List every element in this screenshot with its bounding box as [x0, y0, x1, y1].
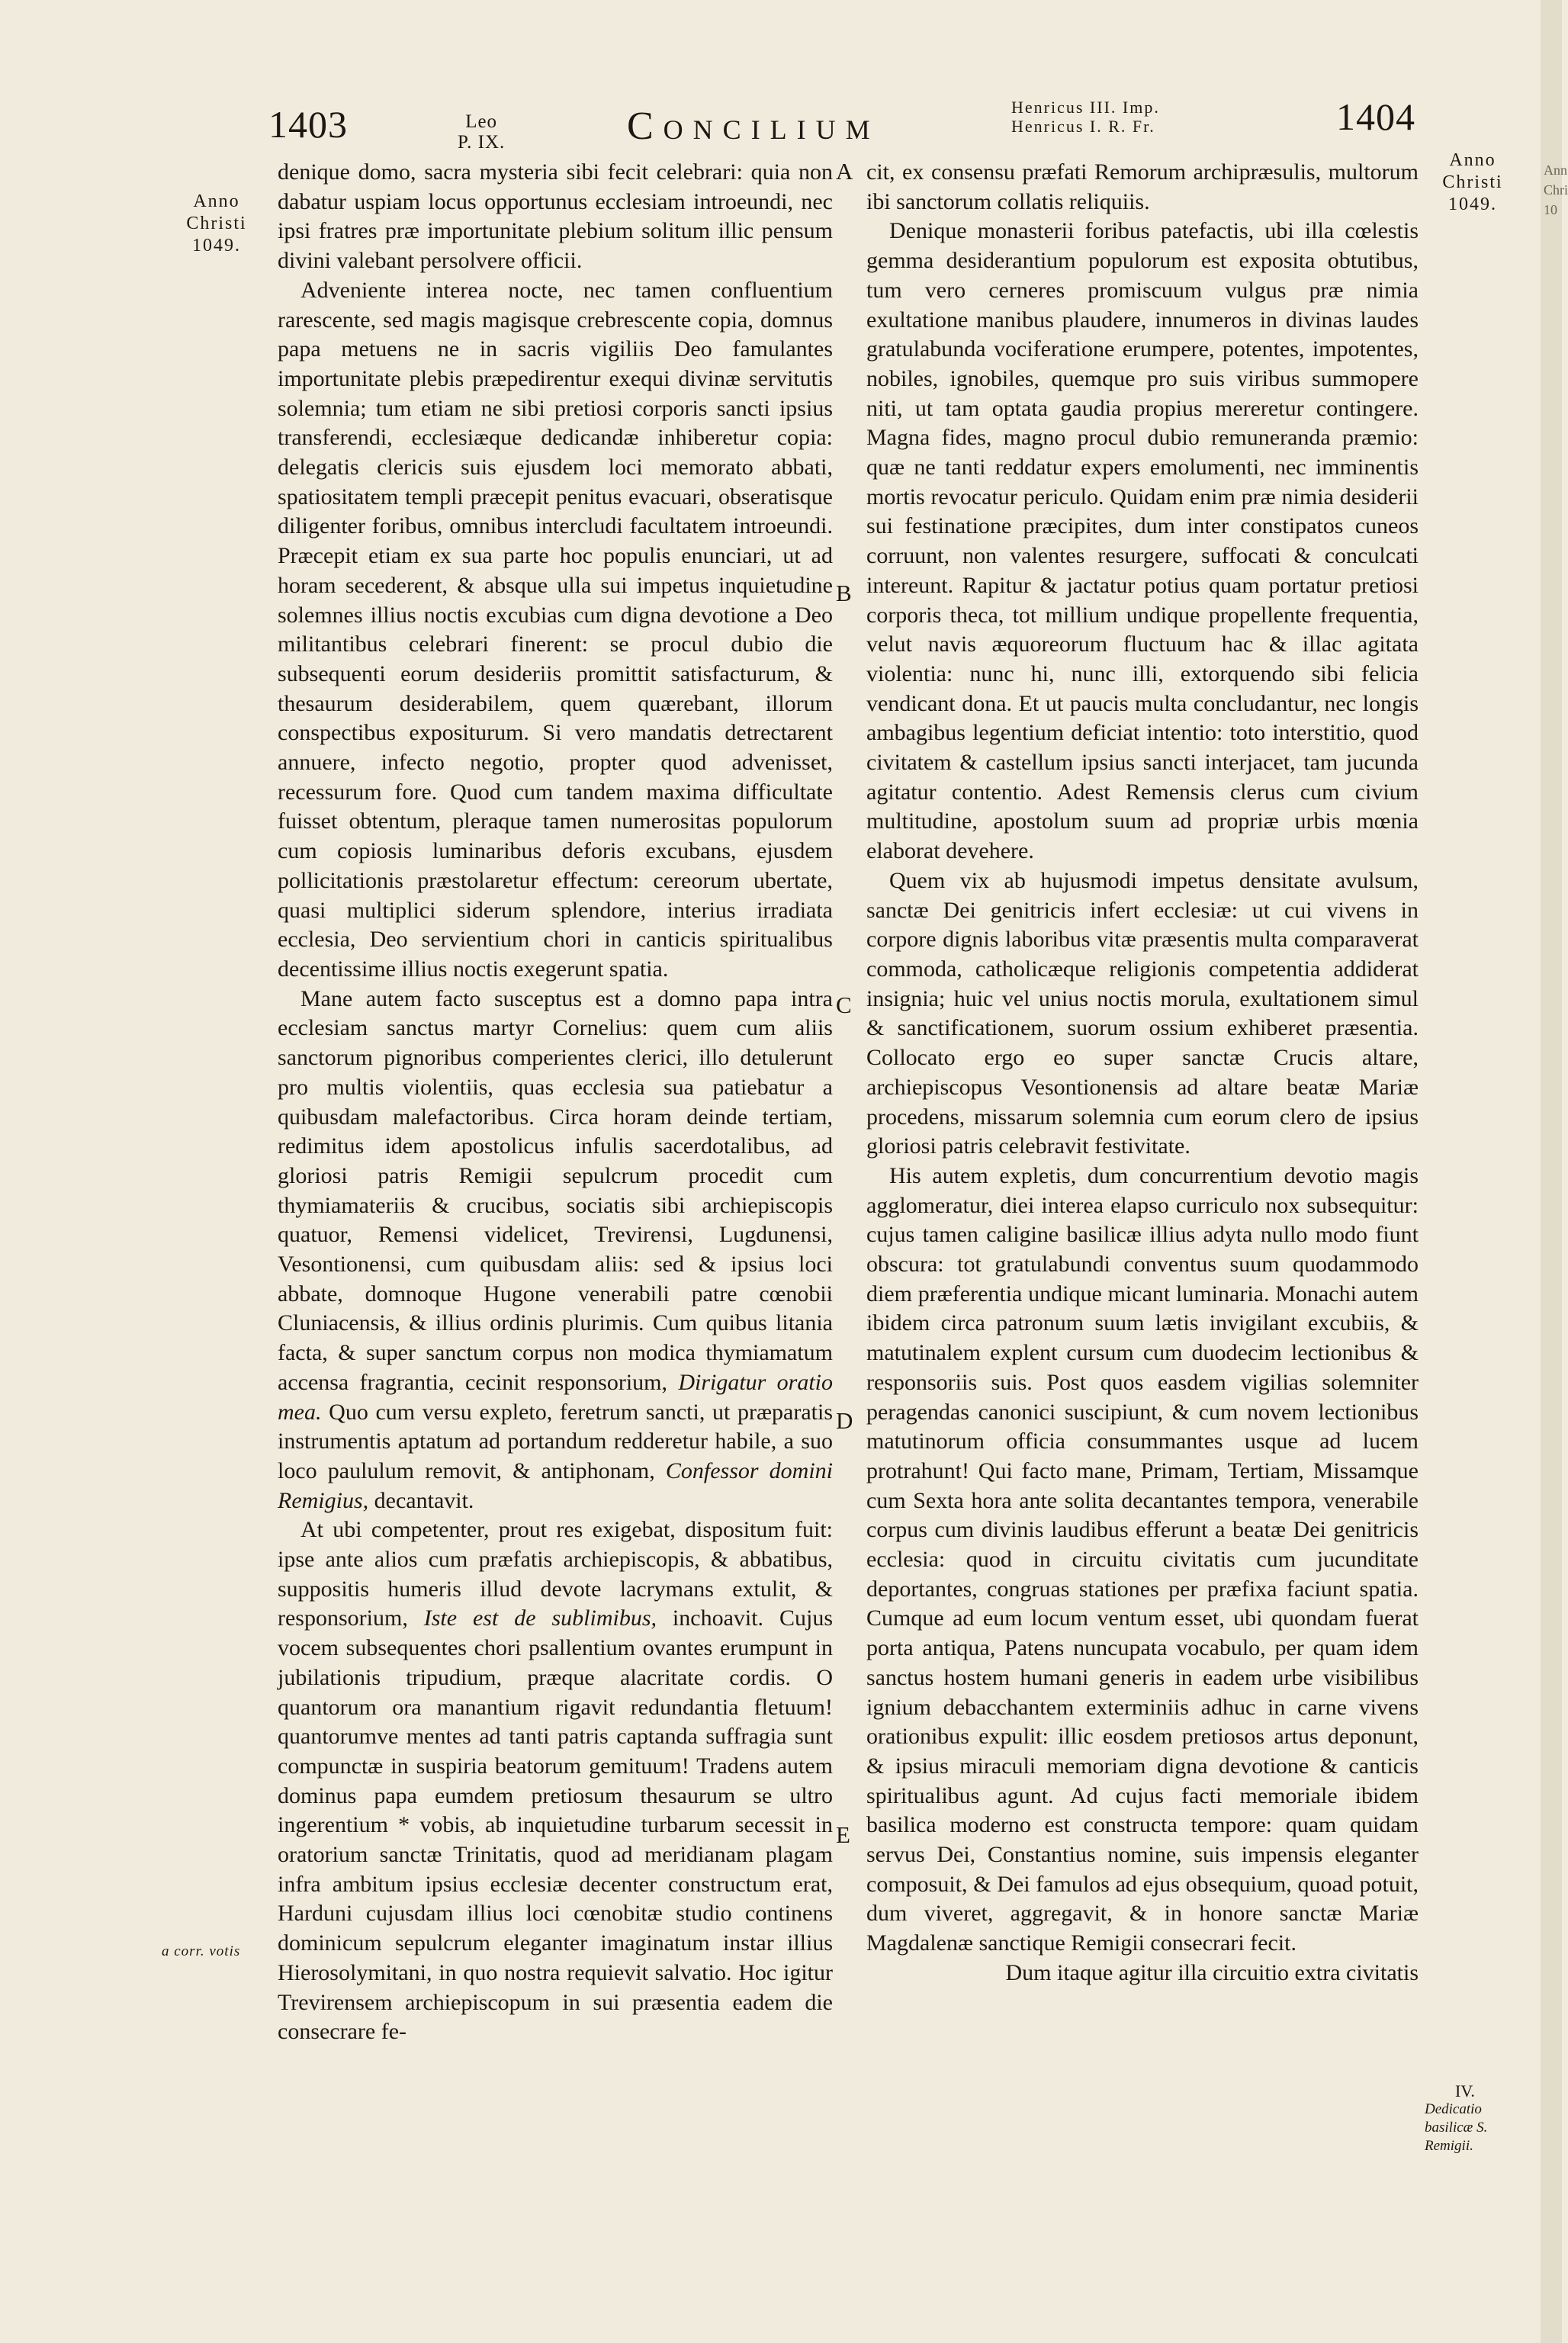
- italic-citation: Iste est de sublimibus,: [423, 1605, 657, 1631]
- text-run: At ubi competenter, prout res exigebat, dispositum fuit: ipse ante alios cum præfatis archiepiscopis, & abbatibus, suppositis humeris illud devote lacrymans extulit, & responsorium,: [278, 1517, 833, 1631]
- year-value: 1049.: [1448, 194, 1497, 214]
- pope-number: P. IX.: [458, 132, 506, 153]
- margin-section-note: [1425, 2082, 1547, 2155]
- text-run: Patens nuncupata vocabulo, per quam idem sanctus hostem humani generis in eadem urbe visibilibus ignium debacchantem exterminiis adhuc in carne vivens orationibus expulit: illic eosdem pretiosos artus deponunt, & ipsius miraculi memoriam digna devotione & canticis spiritualibus agunt. Ad cujus facti memoriale ibidem basilica moderno est constructa tempore: quam quidam servus Dei, Constantius nomine, suis impensis eleganter composuit, & Dei famulos ad ejus obsequium, quoad potuit, dum viveret, aggregavit, & in honore sanctæ Mariæ Magdalenæ sanctique Remigii consecrari fecit.: [866, 1635, 1419, 1956]
- paragraph: Quem vix ab hujusmodi impetus densitate avulsum, sanctæ Dei genitricis infert ecclesiæ: ut cui vivens in corpore dignis laboribus vitæ præsentis multa comparaverat commoda, catholicæque religionis competentia addiderat insignia; huic vel unius noctis morula, exultationem simul & sanctificationem, suorum ossium exhiberet præsentia. Collocato ergo eo super sanctæ Crucis altare, archiepiscopus Vesontionensis ad altare beatæ Mariæ procedens, missarum solemnia cum eorum clero de ipsius gloriosi patris celebravit festivitate.: [866, 867, 1419, 1159]
- rulers-label: [1011, 98, 1160, 136]
- paragraph: denique domo, sacra mysteria sibi fecit celebrari: quia non dabatur uspiam locus opportunus ecclesiam introeundi, nec ipsi fratres præ importunitate plebium solitum illic pensum divini valebant persolvere officii.: [278, 159, 833, 274]
- edge-text: 10: [1544, 202, 1557, 217]
- page-number-left: 1403: [268, 103, 348, 146]
- text-run: His autem expletis, dum concurrentium devotio magis agglomeratur, diei interea elapso curriculo nox subsequitur: cujus tamen caligine basilicæ illius adyta nullo modo fiunt obscura: tot gratulabundi conventus suum quodammodo diem præferentia undique micant luminaria. Monachi autem ibidem circa patronum suum lætis invigilant excubiis, & matutinalem explent cursum cum duodecim lectionibus & responsoriis suis. Post quos easdem vigilias solemniter peragendas canonici suscipiunt, & cum novem lectionibus matutinorum officia consummantes usque ad lucem protrahunt! Qui facto mane, Primam, Tertiam, Missamque cum Sexta hora ante solita decantantes tempora, venerabile corpus cum divinis laudibus efferunt a beatæ Dei genitricis ecclesia: quod in circuitu civitatis cum jucunditate deportantes, congruas stationes per præfixa faciunt spatia. Cumque ad eum locum ventum esset, ubi quondam fuerat porta antiqua,: [866, 1162, 1419, 1661]
- paragraph: cit, ex consensu præfati Remorum archipræsulis, multorum ibi sanctorum collatis reliquiis.: [866, 159, 1419, 214]
- text-run: decantavit.: [374, 1487, 474, 1513]
- column-letter-b: B: [836, 580, 852, 606]
- year-label-christi: Christi: [1442, 172, 1503, 192]
- paragraph: Adveniente interea nocte, nec tamen confluentium rarescente, sed magis magisque crebrescente copia, domnus papa metuens ne in sacris vigiliis Deo famulantes importunitate plebis præpedirentur exequi divinæ servitutis solemnia; tum etiam ne sibi pretiosi corporis sancti ipsius transferendi, ecclesiæque dedicandæ inhiberetur copia: delegatis clericis suis ejusdem loci memorato abbati, spatiositatem templi præcepit penitus evacuari, obseratisque diligenter foribus, omnibus intercludi facultatem introeundi. Præcepit etiam ex sua parte hoc populis enunciari, ut ad horam secederent, & absque ulla sui impetus inquietudine solemnes illius noctis excubias cum digna devotione a Deo militantibus celebrari finerent: se procul dubio die subsequenti eorum desideriis promittit satisfacturum, & thesaurum desiderabilem, quem quærebant, illorum conspectibus expositurum. Si vero mandatis detrectarent annuere, infecto negotio, propter quod advenisset, recessurum fore. Quod cum tandem maxima difficultate fuisset obtentum, pleraque tamen numerositas populorum cum copiosis luminaribus deforis excubans, ejusdem pollicitationis præstolaretur effectum: cereorum ubertate, quasi multiplici siderum splendore, interius irradiata ecclesia, Deo servientium chori in canticis spiritualibus decentissime illius noctis exegerunt spatia.: [278, 277, 833, 982]
- ruler-king: Henricus I. R. Fr.: [1011, 117, 1155, 136]
- section-line: Remigii.: [1425, 2138, 1473, 2154]
- paragraph: [278, 1515, 833, 2047]
- facing-page-fragment: [1544, 160, 1568, 220]
- paragraph: [866, 1162, 1419, 1959]
- page-number-right: 1404: [1336, 95, 1415, 138]
- edge-text: Chri: [1544, 182, 1568, 198]
- running-header: [0, 90, 1562, 159]
- italic-citation: Dirigatur oratio mea.: [278, 1369, 833, 1425]
- year-label-anno: Anno: [1449, 150, 1496, 170]
- text-run: Mane autem facto susceptus est a domno papa intra ecclesiam sanctus martyr Cornelius: quem cum aliis sanctorum pignoribus comperientes clerici, illo detulerunt pro multis violentiis, quas ecclesia sua patiebatur a quibusdam malefactoribus. Circa horam deinde tertiam, redimitus idem apostolicus infulis sacerdotalibus, ad gloriosi patris Remigii sepulcrum procedit cum thymiamateriis & crucibus, sociatis sibi archiepiscopis quatuor, Remensi videlicet, Trevirensi, Lugdunensi, Vesontionensi, cum quibusdam aliis: sed & ipsius loci abbate, domnoque Hugone venerabili patre cœnobii Cluniacensis, & illius ordinis plurimis. Cum quibus litania facta, & super sanctum corpus non modica thymiamatum accensa fragrantia, cecinit responsorium,: [278, 985, 833, 1395]
- italic-citation: Confessor domini Remigius,: [278, 1458, 833, 1513]
- year-value: 1049.: [192, 236, 241, 256]
- column-letter-e: E: [836, 1821, 850, 1848]
- text-run: Quo cum versu expleto, feretrum sancti, ut præparatis instrumentis aptatum ad portandum redderetur habile, a suo loco paululum removit, & antiphonam,: [278, 1399, 833, 1483]
- page-title: Concilium: [627, 104, 880, 148]
- year-label-christi: Christi: [186, 214, 247, 233]
- facing-page-edge: [1541, 0, 1562, 2343]
- text-column-right: [866, 158, 1419, 1988]
- column-letter-c: C: [836, 992, 852, 1018]
- column-letter-a: A: [836, 158, 853, 185]
- paragraph: [278, 985, 833, 1516]
- paragraph: Dum itaque agitur illa circuitio extra civitatis: [1005, 1959, 1419, 1985]
- section-number: IV.: [1455, 2081, 1475, 2100]
- section-line: Dedicatio: [1425, 2101, 1482, 2117]
- pope-label: [458, 111, 505, 153]
- text-run: inchoavit. Cujus vocem subsequentes chori psallentium ovantes erumpunt in jubilationis tripudium, præque alacritate cordis. O quantorum ora manantium rigavit redundantia fletuum! quantorumve mentes ad tanti patris captanda suffragia sunt compunctæ in suspiria beatorum gemituum! Tradens autem dominus papa eumdem pretiosum thesaurum se ultro ingerentium * vobis, ab inquietudine turbarum secessit in oratorium sanctæ Trinitatis, quod ad meridianam plagam infra ambitum ipsius ecclesiæ decenter constructum erat, Harduni cujusdam illius loci cœnobitæ studio continens dominicum sepulcrum eleganter imaginatum instar illius Hierosolymitani, in quo nostra requievit salvatio. Hoc igitur Trevirensem archiepiscopum in sui præsentia eadem die consecrare fe-: [278, 1605, 833, 2045]
- column-letter-d: D: [836, 1407, 853, 1434]
- year-label-anno: Anno: [193, 191, 240, 211]
- ruler-emperor: Henricus III. Imp.: [1011, 98, 1160, 117]
- margin-year-left: [163, 191, 270, 257]
- section-line: basilicæ S.: [1425, 2120, 1488, 2136]
- paragraph: Denique monasterii foribus patefactis, ubi illa cœlestis gemma desiderantium populorum est exposita obtutibus, tum vero cerneres promiscuum vulgus præ nimia exultatione manibus plaudere, innumeros in divinas laudes gratulabunda vociferatione erumpere, potentes, impotentes, nobiles, ignobiles, quemque pro suis viribus summopere niti, ut tam optata gaudia propius mereretur contingere. Magna fides, magno procul dubio remuneranda præmio: quæ ne tanti reddatur expers emolumenti, nec imminentis mortis revocatur periculo. Quidam enim præ nimia desiderii sui festinatione præcipites, dum inter constipatos cuneos corruunt, non valentes resurgere, suffocati & conculcati intereunt. Rapitur & jactatur potius quam portatur pretiosi corporis theca, tot millium undique propellente frequentia, velut navis æquoreorum fluctuum hac & illac agitata violentia: nunc hi, nunc illi, extorquendo sibi felicia vendicant dona. Et ut paucis multa concludantur, nec longis ambagibus legentium deficiat intentio: toto interstitio, quod civitatem & castellum ipsius sancti interjacet, tam jucunda agitatur contentio. Adest Remensis clerus cum civium multitudine, apostolum suum ad propriæ urbis mœnia elaborat devehere.: [866, 218, 1419, 864]
- margin-correction-note: a corr. votis: [162, 1943, 241, 1959]
- text-column-left: [278, 158, 833, 2047]
- margin-year-right: [1423, 149, 1522, 216]
- pope-name: Leo: [465, 111, 498, 132]
- edge-text: Ann: [1544, 162, 1567, 178]
